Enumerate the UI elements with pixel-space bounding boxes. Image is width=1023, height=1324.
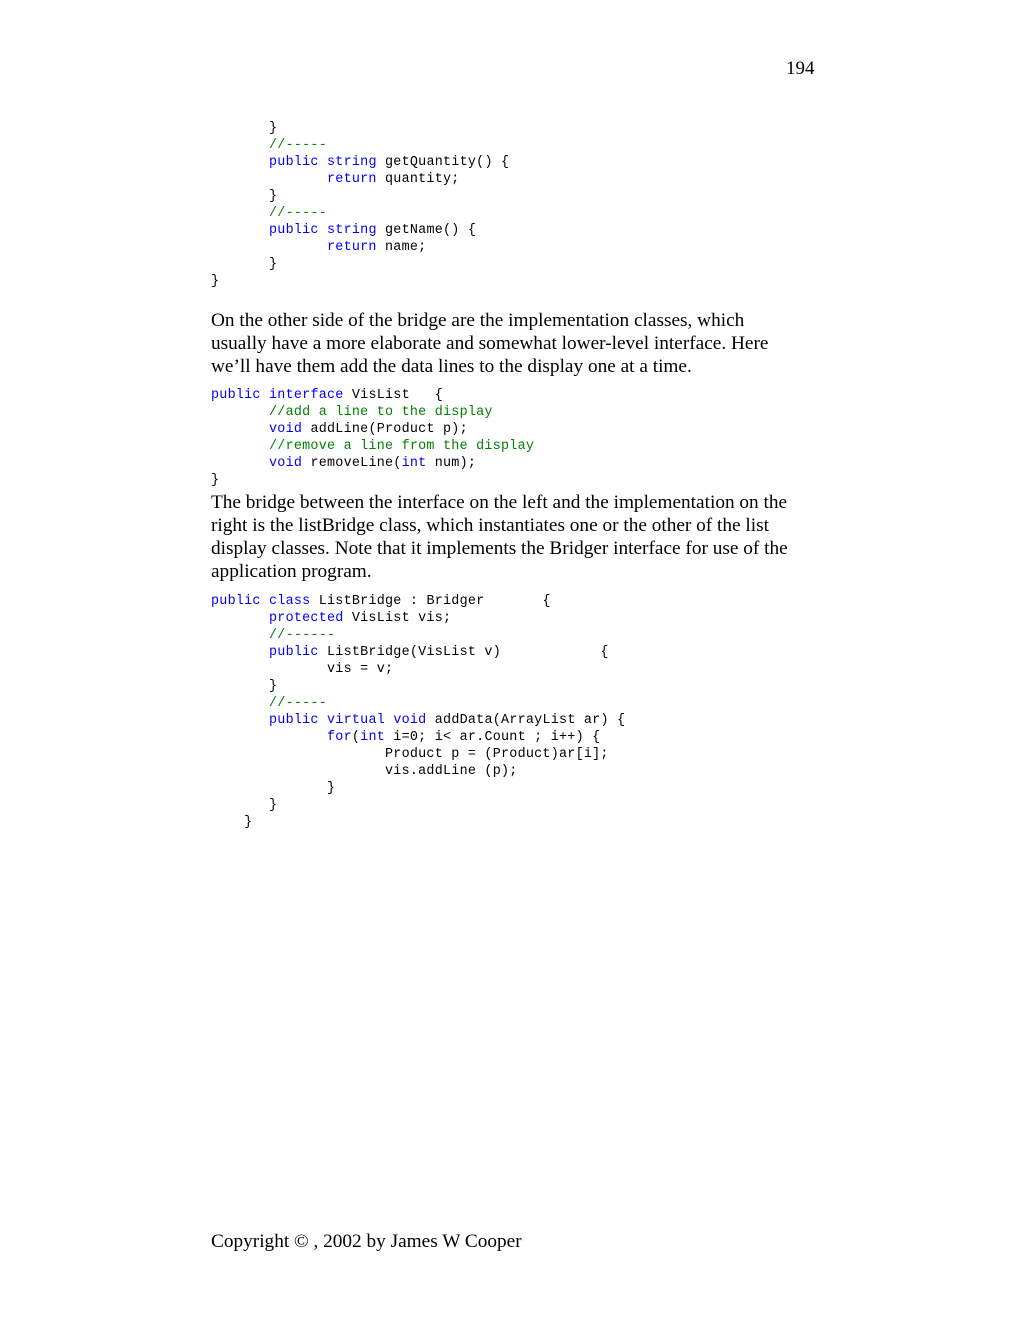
code-line: [211, 120, 509, 137]
code-line: [211, 593, 625, 610]
code-text: [211, 611, 269, 626]
code-line: [211, 472, 534, 489]
code-comment: //-----: [269, 206, 327, 221]
code-keyword: int: [401, 456, 427, 471]
paragraph-listbridge-description: [211, 491, 821, 583]
code-text: VisList vis;: [343, 611, 452, 626]
code-line: [211, 729, 625, 746]
paragraph-line: right is the listBridge class, which instantiates one or the other of the list: [211, 515, 769, 536]
code-text: }: [211, 815, 253, 830]
code-line: [211, 746, 625, 763]
code-line: [211, 188, 509, 205]
code-text: [211, 422, 269, 437]
code-text: VisList {: [343, 388, 444, 403]
code-block-listbridge-class: [211, 593, 625, 831]
code-line: [211, 387, 534, 404]
code-keyword: class: [269, 594, 311, 609]
paragraph-line: On the other side of the bridge are the implementation classes, which: [211, 310, 745, 331]
code-line: [211, 797, 625, 814]
code-text: addData(ArrayList ar) {: [426, 713, 626, 728]
code-text: [211, 713, 269, 728]
code-comment: //-----: [269, 696, 327, 711]
code-line: [211, 273, 509, 290]
page-number: 194: [786, 58, 815, 79]
code-text: [211, 405, 269, 420]
code-text: addLine(Product p);: [302, 422, 468, 437]
code-text: name;: [376, 240, 427, 255]
code-keyword: void: [269, 422, 303, 437]
code-keyword: int: [360, 730, 386, 745]
code-text: }: [211, 274, 220, 289]
code-text: [211, 172, 327, 187]
code-text: [211, 206, 269, 221]
code-text: }: [211, 257, 278, 272]
code-text: }: [211, 473, 220, 488]
code-comment: //add a line to the display: [269, 405, 493, 420]
code-keyword: public: [269, 713, 319, 728]
code-text: ListBridge : Bridger {: [310, 594, 551, 609]
code-keyword: return: [327, 172, 377, 187]
code-line: [211, 222, 509, 239]
code-text: [211, 155, 269, 170]
code-line: [211, 678, 625, 695]
code-text: [211, 456, 269, 471]
code-text: removeLine(: [302, 456, 402, 471]
code-text: [211, 223, 269, 238]
code-line: [211, 404, 534, 421]
code-keyword: public: [211, 594, 261, 609]
code-text: [211, 696, 269, 711]
code-keyword: public: [269, 223, 319, 238]
code-keyword: return: [327, 240, 377, 255]
code-line: [211, 712, 625, 729]
code-line: [211, 814, 625, 831]
code-text: }: [211, 121, 278, 136]
code-line: [211, 239, 509, 256]
paragraph-line: usually have a more elaborate and somewhat lower-level interface. Here: [211, 333, 769, 354]
paragraph-line: display classes. Note that it implements the Bridger interface for use of the: [211, 538, 788, 559]
code-keyword: protected: [269, 611, 344, 626]
code-line: [211, 421, 534, 438]
code-keyword: string: [327, 223, 377, 238]
code-text: [211, 645, 269, 660]
code-text: [261, 388, 269, 403]
code-text: [211, 439, 269, 454]
code-keyword: public: [269, 645, 319, 660]
code-keyword: string: [327, 155, 377, 170]
code-text: [211, 138, 269, 153]
code-text: [319, 223, 327, 238]
code-text: i=0; i< ar.Count ; i++) {: [385, 730, 601, 745]
code-text: vis.addLine (p);: [211, 764, 518, 779]
code-line: [211, 695, 625, 712]
code-line: [211, 644, 625, 661]
code-text: quantity;: [376, 172, 460, 187]
code-text: [319, 713, 327, 728]
code-text: [211, 240, 327, 255]
code-block-vislist-interface: [211, 387, 534, 489]
code-line: [211, 763, 625, 780]
code-text: (: [351, 730, 361, 745]
code-keyword: for: [327, 730, 352, 745]
code-text: Product p = (Product)ar[i];: [211, 747, 609, 762]
paragraph-line: we’ll have them add the data lines to the display one at a time.: [211, 356, 692, 377]
code-line: [211, 205, 509, 222]
code-line: [211, 137, 509, 154]
code-text: [211, 628, 269, 643]
code-keyword: public: [211, 388, 261, 403]
code-text: [211, 730, 327, 745]
code-text: }: [211, 781, 336, 796]
paragraph-line: application program.: [211, 561, 372, 582]
code-text: vis = v;: [211, 662, 394, 677]
code-text: getQuantity() {: [376, 155, 510, 170]
code-line: [211, 780, 625, 797]
code-keyword: public: [269, 155, 319, 170]
code-comment: //remove a line from the display: [269, 439, 535, 454]
code-block-product-getters: [211, 120, 509, 290]
code-text: }: [211, 189, 278, 204]
paragraph-implementation-classes: [211, 309, 821, 378]
code-line: [211, 438, 534, 455]
code-text: ListBridge(VisList v) {: [318, 645, 609, 660]
code-keyword: void: [393, 713, 427, 728]
code-text: getName() {: [376, 223, 477, 238]
code-line: [211, 455, 534, 472]
code-keyword: void: [269, 456, 303, 471]
paragraph-line: The bridge between the interface on the left and the implementation on the: [211, 492, 788, 513]
code-keyword: virtual: [327, 713, 386, 728]
code-line: [211, 256, 509, 273]
code-text: [261, 594, 269, 609]
copyright-footer: Copyright © , 2002 by James W Cooper: [211, 1231, 522, 1252]
code-line: [211, 171, 509, 188]
code-line: [211, 154, 509, 171]
code-text: }: [211, 679, 278, 694]
code-line: [211, 661, 625, 678]
code-keyword: interface: [269, 388, 344, 403]
code-text: [319, 155, 327, 170]
code-comment: //-----: [269, 138, 327, 153]
code-line: [211, 627, 625, 644]
code-text: }: [211, 798, 278, 813]
code-line: [211, 610, 625, 627]
code-text: num);: [426, 456, 477, 471]
code-comment: //------: [269, 628, 336, 643]
